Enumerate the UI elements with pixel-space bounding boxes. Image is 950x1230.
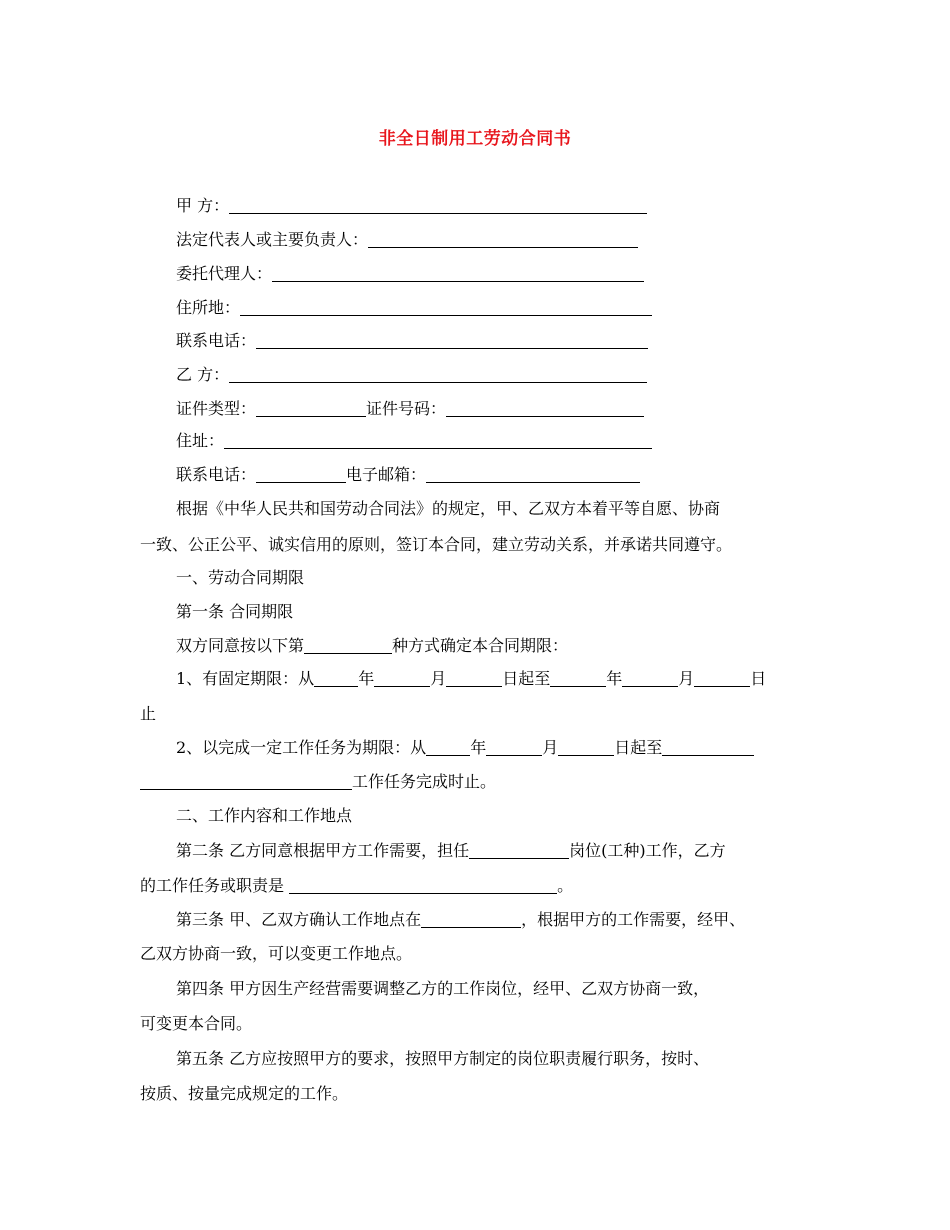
article-2-line-2 <box>140 875 573 897</box>
document-title: 非全日制用工劳动合同书 <box>378 129 572 149</box>
from-month-label: 月 <box>430 669 447 688</box>
legal-rep-row <box>176 229 638 251</box>
from-day-blank[interactable] <box>446 671 502 687</box>
address-row <box>176 430 652 452</box>
email-label: 电子邮箱： <box>346 465 427 484</box>
party-a-blank[interactable] <box>229 198 647 214</box>
to-year-blank[interactable] <box>550 671 606 687</box>
agent-blank[interactable] <box>272 266 644 282</box>
task-month-blank[interactable] <box>486 740 542 756</box>
task-term-row <box>176 737 754 759</box>
to-month-label: 月 <box>678 669 695 688</box>
article-4-line-1: 第四条 甲方因生产经营需要调整乙方的工作岗位，经甲、乙双方协商一致， <box>176 979 710 998</box>
article-3-line-2: 乙双方协商一致，可以变更工作地点。 <box>140 944 413 963</box>
party-a-row <box>176 195 647 217</box>
term-choice-pre: 双方同意按以下第 <box>176 636 305 655</box>
section-1-heading: 一、劳动合同期限 <box>176 568 305 587</box>
id-row <box>176 398 644 420</box>
id-type-blank[interactable] <box>256 401 366 417</box>
id-no-label: 证件号码： <box>366 399 447 418</box>
residence-row <box>176 297 652 319</box>
agent-label: 委托代理人： <box>176 264 273 283</box>
phone-b-blank[interactable] <box>256 467 346 483</box>
article-2-pre: 第二条 乙方同意根据甲方工作需要，担任 <box>176 841 470 860</box>
task-term-end: 工作任务完成时止。 <box>352 772 497 791</box>
to-month-blank[interactable] <box>622 671 678 687</box>
task-day-label: 日起至 <box>614 738 663 757</box>
address-blank[interactable] <box>224 433 652 449</box>
phone-a-blank[interactable] <box>256 333 648 349</box>
party-b-label: 乙 方： <box>176 365 230 384</box>
email-blank[interactable] <box>426 467 640 483</box>
legal-rep-blank[interactable] <box>368 232 638 248</box>
task-year-label: 年 <box>470 738 487 757</box>
article-2-line-1 <box>176 840 726 862</box>
residence-blank[interactable] <box>240 300 652 316</box>
phone-a-label: 联系电话： <box>176 331 257 350</box>
article-4-line-2: 可变更本合同。 <box>140 1014 253 1033</box>
article-1-heading: 第一条 合同期限 <box>176 602 294 621</box>
phone-b-label: 联系电话： <box>176 465 257 484</box>
fixed-term-tail: 止 <box>140 704 157 723</box>
from-month-blank[interactable] <box>374 671 430 687</box>
task-end-blank[interactable] <box>662 740 754 756</box>
task-desc-blank[interactable] <box>140 774 352 790</box>
article-2-post: 岗位(工种)工作，乙方 <box>569 841 726 860</box>
fixed-term-row <box>176 668 766 690</box>
task-term-pre: 2、以完成一定工作任务为期限：从 <box>176 738 427 757</box>
party-a-label: 甲 方： <box>176 196 230 215</box>
party-b-row <box>176 364 647 386</box>
article-5-line-2: 按质、按量完成规定的工作。 <box>140 1084 349 1103</box>
to-day-label: 日 <box>750 669 767 688</box>
id-no-blank[interactable] <box>446 401 644 417</box>
article-3-post: ，根据甲方的工作需要，经甲、 <box>521 910 746 929</box>
address-label: 住址： <box>176 431 225 450</box>
term-choice-post: 种方式确定本合同期限： <box>392 636 569 655</box>
workplace-blank[interactable] <box>421 912 521 928</box>
article-5-line-1: 第五条 乙方应按照甲方的要求，按照甲方制定的岗位职责履行职务，按时、 <box>176 1049 710 1068</box>
position-blank[interactable] <box>469 843 569 859</box>
intro-line-2: 一致、公正公平、诚实信用的原则，签订本合同，建立劳动关系，并承诺共同遵守。 <box>140 535 733 554</box>
legal-rep-label: 法定代表人或主要负责人： <box>176 230 369 249</box>
task-month-label: 月 <box>542 738 559 757</box>
task-term-row-2 <box>140 771 496 793</box>
term-choice-row <box>176 635 568 657</box>
task-day-blank[interactable] <box>558 740 614 756</box>
from-year-label: 年 <box>358 669 375 688</box>
duties-pre: 的工作任务或职责是 <box>140 876 290 895</box>
to-year-label: 年 <box>606 669 623 688</box>
residence-label: 住所地： <box>176 298 241 317</box>
task-year-blank[interactable] <box>426 740 470 756</box>
party-b-blank[interactable] <box>229 367 647 383</box>
duties-post: 。 <box>557 876 574 895</box>
intro-line-1: 根据《中华人民共和国劳动合同法》的规定，甲、乙双方本着平等自愿、协商 <box>176 499 721 518</box>
to-day-blank[interactable] <box>694 671 750 687</box>
term-choice-blank[interactable] <box>304 638 392 654</box>
phone-a-row <box>176 330 648 352</box>
agent-row <box>176 263 644 285</box>
from-year-blank[interactable] <box>314 671 358 687</box>
duties-blank[interactable] <box>289 878 557 894</box>
contact-b-row <box>176 464 640 486</box>
section-2-heading: 二、工作内容和工作地点 <box>176 806 353 825</box>
article-3-line-1 <box>176 909 745 931</box>
from-day-label: 日起至 <box>502 669 551 688</box>
id-type-label: 证件类型： <box>176 399 257 418</box>
article-3-pre: 第三条 甲、乙双方确认工作地点在 <box>176 910 422 929</box>
fixed-term-pre: 1、有固定期限：从 <box>176 669 315 688</box>
